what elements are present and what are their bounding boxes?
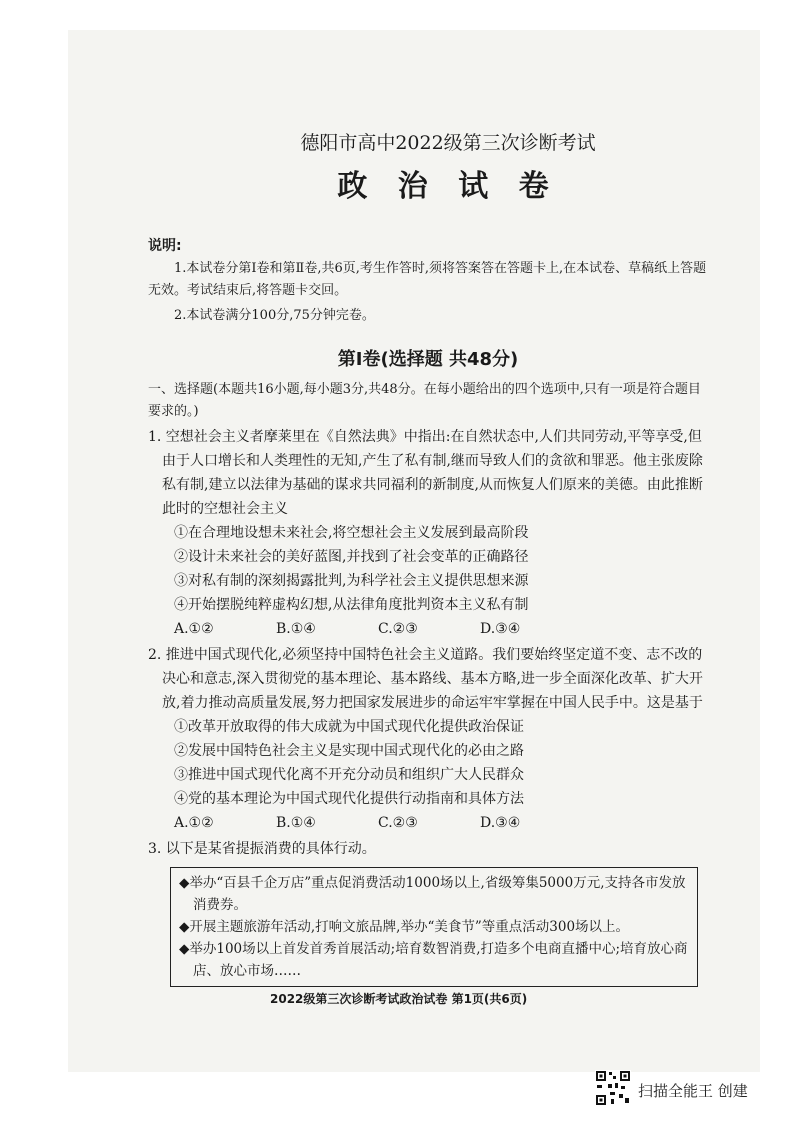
scanner-watermark: 扫描全能王 创建 — [638, 1082, 748, 1100]
question-option: ②发展中国特色社会主义是实现中国式现代化的必由之路 — [174, 743, 524, 759]
instructions-heading: 说明: — [148, 238, 182, 254]
choice-b: B.①④ — [276, 815, 316, 831]
section-intro: 一、选择题(本题共16小题,每小题3分,共48分。在每小题给出的四个选项中,只有一项是符合题目要求的。) — [148, 382, 701, 419]
choice-d: D.③④ — [480, 621, 521, 637]
page-footer: 2022级第三次诊断考试政治试卷 第1页(共6页) — [270, 992, 528, 1006]
question-option: ①改革开放取得的伟大成就为中国式现代化提供政治保证 — [174, 719, 524, 735]
exam-content — [148, 128, 708, 987]
answer-choices — [148, 617, 708, 641]
choice-a: A.①② — [174, 815, 214, 831]
question-option: ③推进中国式现代化离不开充分动员和组织广大人民群众 — [174, 767, 524, 783]
question-option: ②设计未来社会的美好蓝图,并找到了社会变革的正确路径 — [174, 549, 529, 565]
question-stem: 1. 空想社会主义者摩莱里在《自然法典》中指出:在自然状态中,人们共同劳动,平等享受,但由于人口增长和人类理性的无知,产生了私有制,继而导致人们的贪欲和罪恶。他主张废除私有制,建立以法律为基础的谋求共同福利的新制度,从而恢复人们原来的美德。由此推断此时的空想社会主义 — [148, 429, 703, 517]
choice-c: C.②③ — [378, 621, 418, 637]
question-option: ①在合理地设想未来社会,将空想社会主义发展到最高阶段 — [174, 525, 529, 541]
question-option: ④党的基本理论为中国式现代化提供行动指南和具体方法 — [174, 791, 524, 807]
question-stem: 3. 以下是某省提振消费的具体行动。 — [148, 841, 376, 857]
choice-a: A.①② — [174, 621, 214, 637]
choice-c: C.②③ — [378, 815, 418, 831]
instruction-item: 1.本试卷分第Ⅰ卷和第Ⅱ卷,共6页,考生作答时,须将答案答在答题卡上,在本试卷、草稿纸上答题无效。考试结束后,将答题卡交回。 — [148, 261, 707, 298]
material-item: ◆举办100场以上首发首秀首展活动;培育数智消费,打造多个电商直播中心;培育放心商店、放心市场…… — [179, 941, 688, 979]
qr-code-icon — [595, 1070, 631, 1106]
exam-title: 德阳市高中2022级第三次诊断考试 — [300, 132, 596, 154]
instruction-item: 2.本试卷满分100分,75分钟完卷。 — [174, 308, 375, 323]
answer-choices — [148, 811, 708, 835]
subject-title: 政 治 试 卷 — [337, 169, 559, 204]
material-item: ◆举办“百县千企万店”重点促消费活动1000场以上,省级筹集5000万元,支持各市发放消费券。 — [179, 875, 686, 913]
section-title: 第Ⅰ卷(选择题 共48分) — [337, 349, 519, 370]
question-stem: 2. 推进中国式现代化,必须坚持中国特色社会主义道路。我们要始终坚定道不变、志不改的决心和意志,深入贯彻党的基本理论、基本路线、基本方略,进一步全面深化改革、扩大开放,着力推动高质量发展,努力把国家发展进步的命运牢牢掌握在中国人民手中。这是基于 — [148, 647, 703, 711]
material-item: ◆开展主题旅游年活动,打响文旅品牌,举办“美食节”等重点活动300场以上。 — [179, 919, 630, 935]
choice-d: D.③④ — [480, 815, 521, 831]
question-option: ④开始摆脱纯粹虚构幻想,从法律角度批判资本主义私有制 — [174, 597, 529, 613]
question-option: ③对私有制的深刻揭露批判,为科学社会主义提供思想来源 — [174, 573, 529, 589]
material-box — [170, 867, 698, 987]
choice-b: B.①④ — [276, 621, 316, 637]
